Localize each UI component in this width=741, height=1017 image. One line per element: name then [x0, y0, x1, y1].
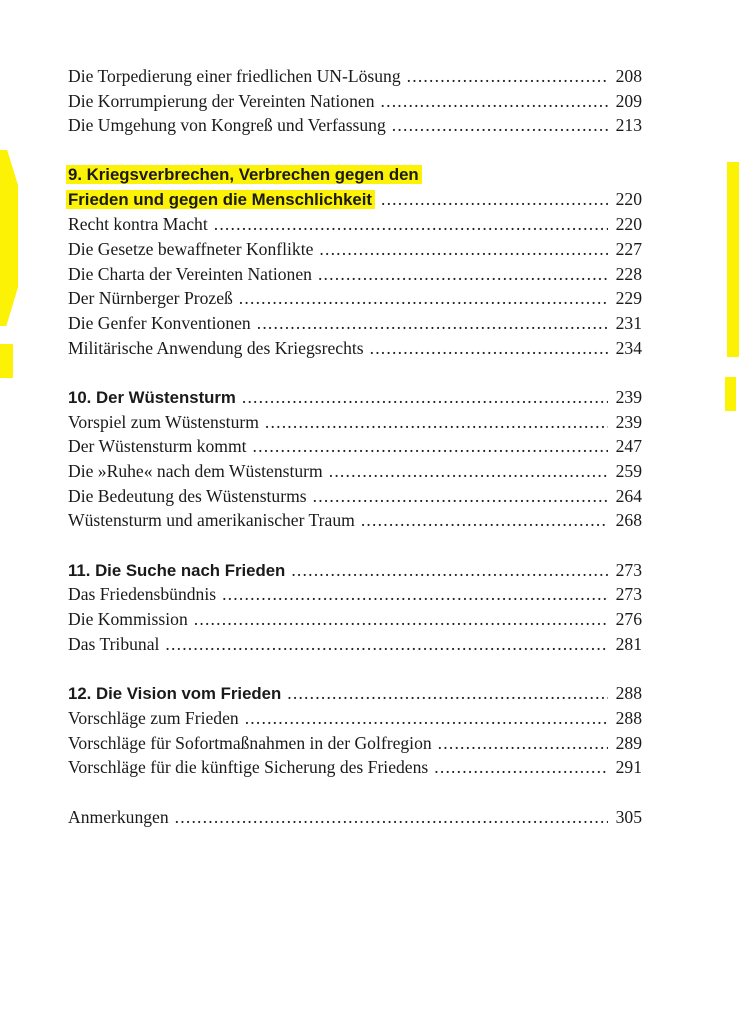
- chapter-heading-row: [68, 558, 642, 583]
- chapter-page: 288: [615, 683, 642, 704]
- chapter-page: 239: [615, 386, 642, 407]
- toc-entry: [68, 706, 642, 731]
- toc-entry-title: Vorschläge für Sofortmaßnahmen in der Golfregion: [68, 732, 432, 753]
- chapter-9: [68, 163, 642, 361]
- highlighter-mark-right-small: [725, 377, 736, 411]
- leader-dots: [370, 336, 608, 361]
- leader-dots: [381, 187, 608, 212]
- toc-entry: [68, 336, 642, 361]
- toc-entry: [68, 582, 642, 607]
- toc-entry-title: Militärische Anwendung des Kriegsrechts: [68, 337, 364, 358]
- toc-entry-page: 208: [615, 66, 642, 86]
- toc-entry: [68, 113, 642, 138]
- toc-entry-title: Die Bedeutung des Wüstensturms: [68, 485, 307, 506]
- highlighted-heading-line2: Frieden und gegen die Menschlichkeit: [66, 190, 375, 209]
- toc-entry-page: 289: [615, 732, 642, 753]
- toc-entry: [68, 64, 642, 89]
- toc-entry-page: 234: [615, 337, 642, 358]
- section-gap: [68, 360, 642, 385]
- leader-dots: [381, 89, 609, 114]
- toc-entry-page: 239: [615, 411, 642, 432]
- toc-entry-page: 259: [615, 461, 642, 481]
- leader-dots: [392, 113, 608, 138]
- toc-entry: [68, 410, 642, 435]
- chapter-heading-line1: [68, 163, 642, 188]
- toc-entry-title: Die Torpedierung einer friedlichen UN-Lösung: [68, 66, 401, 86]
- toc-entry: [68, 508, 642, 533]
- table-of-contents: [68, 64, 642, 829]
- toc-entry-title: Recht kontra Macht: [68, 214, 208, 235]
- toc-entry: [68, 731, 642, 756]
- leader-dots: [319, 237, 608, 262]
- toc-entry-title: Die Korrumpierung der Vereinten Nationen: [68, 90, 375, 111]
- chapter-10: [68, 385, 642, 533]
- toc-entry: [68, 459, 642, 484]
- toc-entry-title: Der Wüstensturm kommt: [68, 436, 247, 457]
- leader-dots: [194, 607, 608, 632]
- leader-dots: [361, 508, 608, 533]
- toc-entry-title: Die Kommission: [68, 609, 188, 630]
- toc-entry: [68, 212, 642, 237]
- toc-entry-page: 247: [615, 436, 642, 457]
- chapter-11: [68, 558, 642, 657]
- toc-entry-page: 305: [615, 806, 642, 827]
- chapter-heading-row: [68, 187, 642, 212]
- toc-entry: [68, 89, 642, 114]
- toc-entry: [68, 607, 642, 632]
- toc-entry-page: 227: [615, 238, 642, 259]
- toc-entry-title: Vorspiel zum Wüstensturm: [68, 411, 259, 432]
- leader-dots: [239, 286, 608, 311]
- chapter-12: [68, 681, 642, 780]
- leader-dots: [242, 385, 608, 410]
- toc-entry-title: Anmerkungen: [68, 806, 169, 827]
- toc-entry: [68, 237, 642, 262]
- toc-entry-title: Die Genfer Konventionen: [68, 312, 251, 333]
- leader-dots: [253, 434, 608, 459]
- toc-entry-title: Die Gesetze bewaffneter Konflikte: [68, 238, 314, 259]
- chapter-heading: 11. Die Suche nach Frieden: [68, 560, 286, 580]
- toc-entry-page: 213: [615, 115, 642, 136]
- toc-entry-title: Vorschläge zum Frieden: [68, 707, 239, 728]
- leader-dots: [222, 582, 608, 607]
- leader-dots: [265, 410, 608, 435]
- toc-entry-page: 268: [615, 510, 642, 531]
- toc-entry: [68, 484, 642, 509]
- toc-entry-page: 229: [615, 288, 642, 309]
- toc-entry-page: 209: [615, 90, 642, 111]
- toc-entry: [68, 262, 642, 287]
- section-gap: [68, 780, 642, 805]
- leader-dots: [165, 632, 608, 657]
- section-gap: [68, 533, 642, 558]
- toc-entry-page: 288: [615, 707, 642, 728]
- toc-entry-title: Wüstensturm und amerikanischer Traum: [68, 510, 355, 531]
- leader-dots: [407, 64, 608, 89]
- toc-entry-title: Der Nürnberger Prozeß: [68, 288, 233, 309]
- toc-entry-page: 273: [615, 584, 642, 605]
- leader-dots: [329, 459, 608, 484]
- chapter-heading: 12. Die Vision vom Frieden: [68, 684, 282, 704]
- toc-entry: [68, 286, 642, 311]
- toc-entry: [68, 311, 642, 336]
- toc-entry-title: Vorschläge für die künftige Sicherung des Friedens: [68, 757, 429, 778]
- leader-dots: [434, 755, 608, 780]
- leader-dots: [175, 805, 608, 830]
- highlighter-mark-left: [0, 150, 18, 326]
- toc-entry-page: 264: [615, 485, 642, 506]
- toc-entry-title: Das Friedensbündnis: [68, 584, 217, 605]
- toc-entry-page: 228: [615, 263, 642, 284]
- section-gap: [68, 657, 642, 682]
- chapter-page: 273: [615, 559, 642, 580]
- toc-entry: [68, 755, 642, 780]
- leader-dots: [245, 706, 608, 731]
- leader-dots: [214, 212, 608, 237]
- highlighter-mark-left-small: [0, 344, 13, 378]
- toc-entry: [68, 632, 642, 657]
- chapter-heading-line2: [68, 188, 375, 213]
- toc-entry-page: 281: [615, 633, 642, 654]
- leader-dots: [291, 558, 608, 583]
- toc-entry-title: Das Tribunal: [68, 633, 160, 654]
- toc-entry-title: Die »Ruhe« nach dem Wüstensturm: [68, 461, 323, 481]
- chapter-heading-row: [68, 681, 642, 706]
- toc-entry-notes: [68, 805, 642, 830]
- highlighted-heading-line1: 9. Kriegsverbrechen, Verbrechen gegen den: [66, 165, 422, 184]
- highlighter-mark-right: [727, 162, 739, 357]
- toc-entry-page: 231: [615, 312, 642, 333]
- toc-entry-title: Die Charta der Vereinten Nationen: [68, 263, 312, 284]
- chapter-page: 220: [615, 189, 642, 210]
- toc-entry-title: Die Umgehung von Kongreß und Verfassung: [68, 115, 386, 136]
- leader-dots: [257, 311, 608, 336]
- toc-entry-page: 220: [615, 214, 642, 235]
- toc-entry-page: 276: [615, 609, 642, 630]
- leader-dots: [438, 731, 608, 756]
- chapter-heading: 10. Der Wüstensturm: [68, 387, 236, 407]
- toc-entry: [68, 434, 642, 459]
- leader-dots: [313, 484, 608, 509]
- chapter-heading-row: [68, 385, 642, 410]
- toc-entry-page: 291: [615, 757, 642, 778]
- leader-dots: [287, 681, 608, 706]
- leader-dots: [318, 262, 608, 287]
- section-gap: [68, 138, 642, 163]
